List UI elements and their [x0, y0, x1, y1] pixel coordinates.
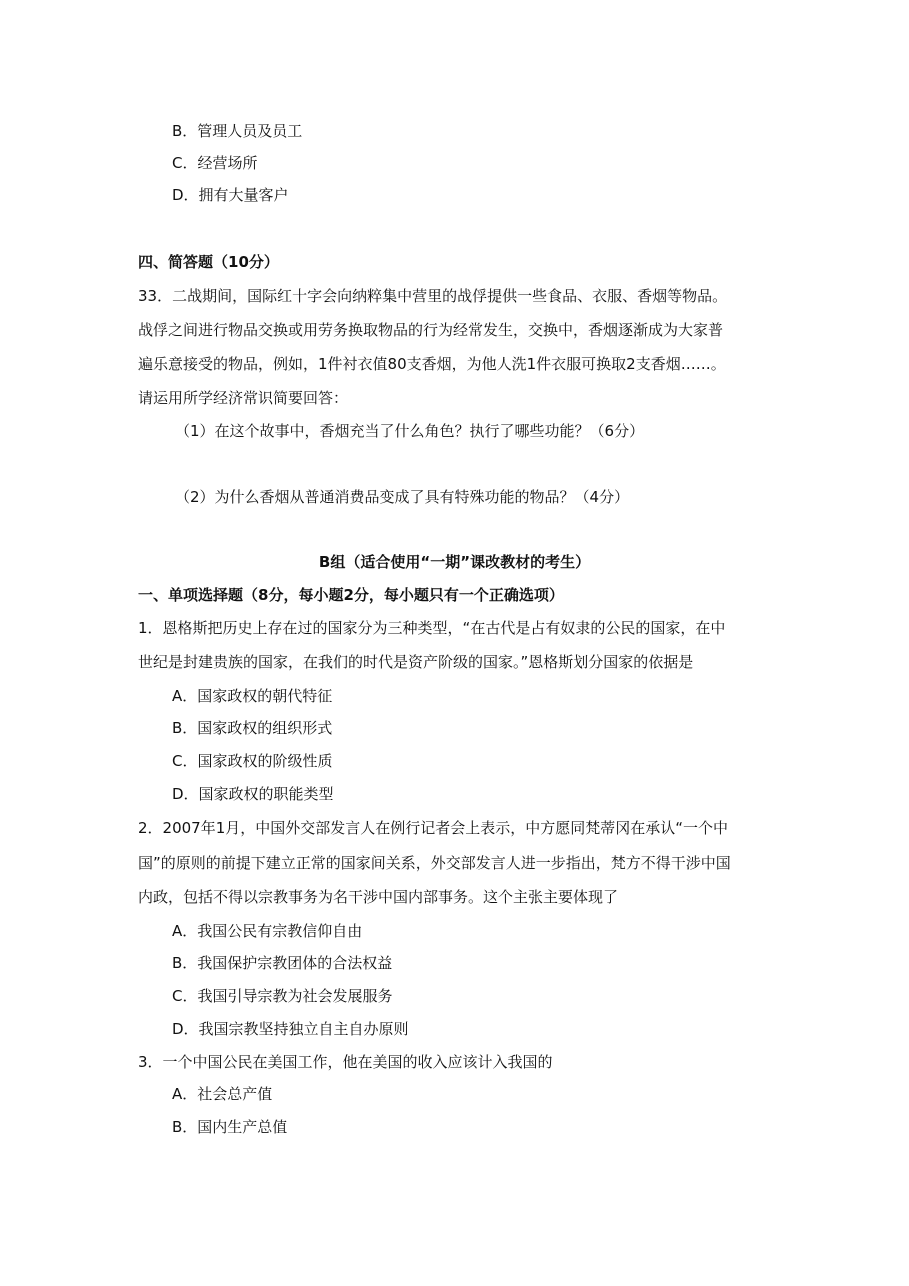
- question-33-sub-1: （1）在这个故事中，香烟充当了什么角色？执行了哪些功能？（6分）: [175, 422, 645, 440]
- option-d: D．拥有大量客户: [172, 186, 289, 204]
- q1-option-a: A．国家政权的朝代特征: [172, 687, 333, 705]
- question-33-line-2: 战俘之间进行物品交换或用劳务换取物品的行为经常发生，交换中，香烟逐渐成为大家普: [138, 321, 724, 339]
- option-b: B．管理人员及员工: [172, 122, 303, 140]
- question-33-sub-2: （2）为什么香烟从普通消费品变成了具有特殊功能的物品？（4分）: [175, 488, 630, 506]
- q1-option-b: B．国家政权的组织形式: [172, 719, 333, 737]
- section-heading-single-choice: 一、单项选择题（8分，每小题2分，每小题只有一个正确选项）: [138, 586, 564, 604]
- q1-option-c: C．国家政权的阶级性质: [172, 752, 333, 770]
- question-1-line-1: 1．恩格斯把历史上存在过的国家分为三种类型，“在古代是占有奴隶的公民的国家，在中: [138, 619, 726, 637]
- q2-option-c: C．我国引导宗教为社会发展服务: [172, 987, 393, 1005]
- q2-option-d: D．我国宗教坚持独立自主自办原则: [172, 1020, 409, 1038]
- question-2-line-2: 国”的原则的前提下建立正常的国家间关系，外交部发言人进一步指出，梵方不得干涉中国: [138, 854, 731, 872]
- question-2-line-3: 内政，包括不得以宗教事务为名干涉中国内部事务。这个主张主要体现了: [138, 888, 619, 906]
- group-b-title: B组（适合使用“一期”课改教材的考生）: [318, 553, 591, 571]
- question-33-line-1: 33．二战期间，国际红十字会向纳粹集中营里的战俘提供一些食品、衣服、香烟等物品。: [138, 287, 728, 305]
- question-3-line-1: 3．一个中国公民在美国工作，他在美国的收入应该计入我国的: [138, 1053, 553, 1071]
- q2-option-a: A．我国公民有宗教信仰自由: [172, 922, 363, 940]
- question-1-line-2: 世纪是封建贵族的国家，在我们的时代是资产阶级的国家。”恩格斯划分国家的依据是: [138, 653, 694, 671]
- option-c: C．经营场所: [172, 154, 258, 172]
- q1-option-d: D．国家政权的职能类型: [172, 785, 334, 803]
- q3-option-a: A．社会总产值: [172, 1085, 273, 1103]
- question-33-line-3: 遍乐意接受的物品，例如，1件衬衣值80支香烟，为他人洗1件衣服可换取2支香烟……。: [138, 355, 726, 373]
- q3-option-b: B．国内生产总值: [172, 1118, 288, 1136]
- question-2-line-1: 2．2007年1月，中国外交部发言人在例行记者会上表示，中方愿同梵蒂冈在承认“一个中: [138, 819, 729, 837]
- question-33-line-4: 请运用所学经济常识简要回答：: [138, 389, 349, 407]
- q2-option-b: B．我国保护宗教团体的合法权益: [172, 954, 393, 972]
- section-heading-short-answer: 四、简答题（10分）: [138, 253, 279, 271]
